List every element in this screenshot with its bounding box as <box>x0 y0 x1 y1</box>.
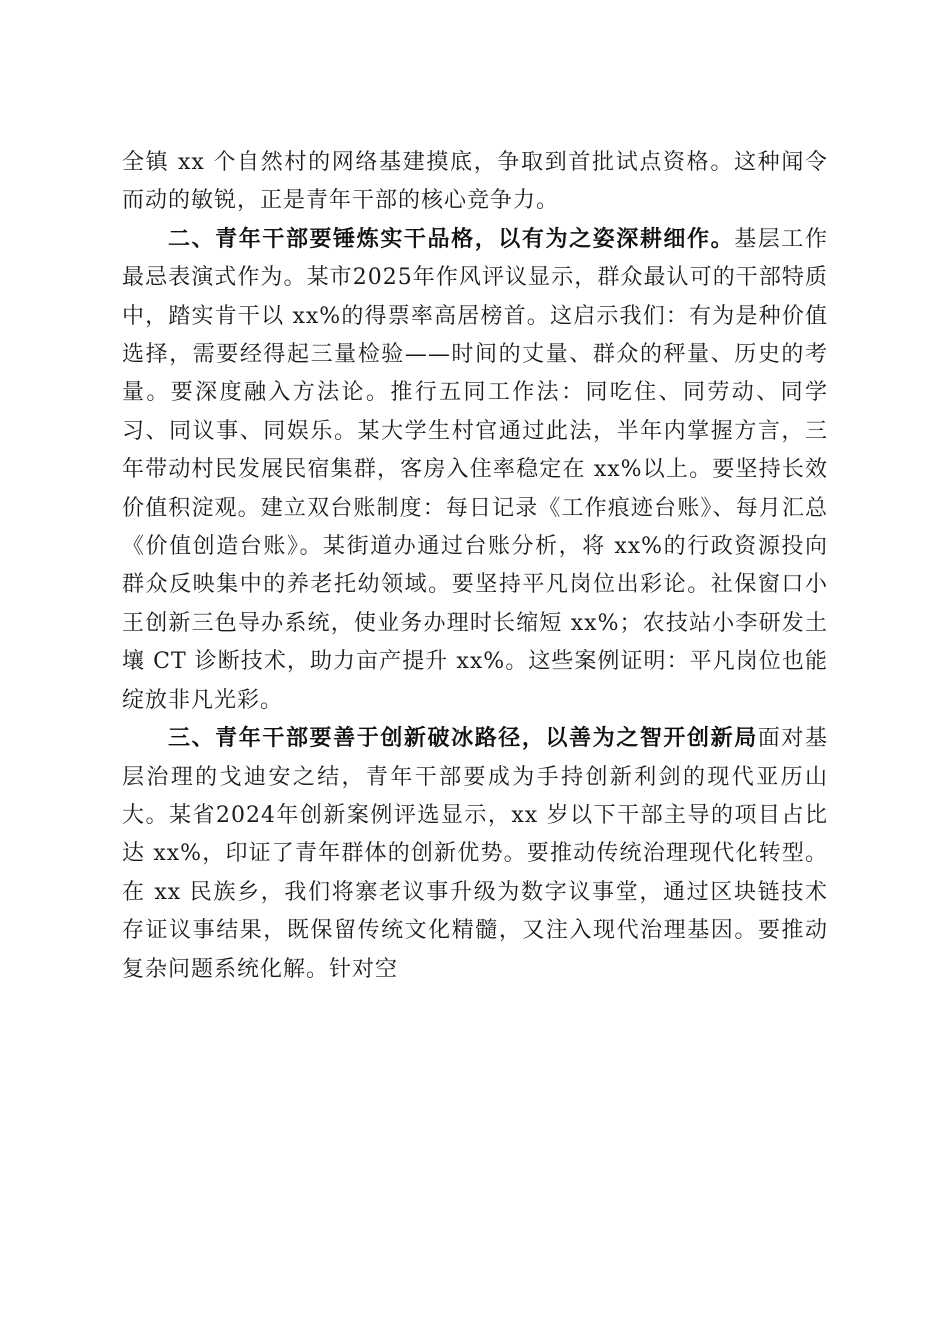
paragraph-continued <box>122 144 828 221</box>
paragraph-text: 全镇 xx 个自然村的网络基建摸底，争取到首批试点资格。这种闻令而动的敏锐，正是青年干部的核心竞争力。 <box>122 150 828 214</box>
document-body <box>122 144 828 989</box>
paragraph-text: 面对基层治理的戈迪安之结，青年干部要成为手持创新利剑的现代亚历山大。某省2024年创新案例评选显示，xx 岁以下干部主导的项目占比达 xx%，印证了青年群体的创新优势。要推动传统治理现代化转型。在 xx 民族乡，我们将寨老议事升级为数字议事堂，通过区块链技术存证议事结果，既保留传统文化精髓，又注入现代治理基因。要推动复杂问题系统化解。针对空 <box>122 726 828 982</box>
paragraph-text: 基层工作最忌表演式作为。某市2025年作风评议显示，群众最认可的干部特质中，踏实肯干以 xx%的得票率高居榜首。这启示我们：有为是种价值选择，需要经得起三量检验——时间的丈量、群众的秤量、历史的考量。要深度融入方法论。推行五同工作法：同吃住、同劳动、同学习、同议事、同娱乐。某大学生村官通过此法，半年内掌握方言，三年带动村民发展民宿集群，客房入住率稳定在 xx%以上。要坚持长效价值积淀观。建立双台账制度：每日记录《工作痕迹台账》、每月汇总《价值创造台账》。某街道办通过台账分析，将 xx%的行政资源投向群众反映集中的养老托幼领域。要坚持平凡岗位出彩论。社保窗口小王创新三色导办系统，使业务办理时长缩短 xx%；农技站小李研发土壤 CT 诊断技术，助力亩产提升 xx%。这些案例证明：平凡岗位也能绽放非凡光彩。 <box>122 226 828 713</box>
paragraph-section-three <box>122 720 828 989</box>
paragraph-section-two <box>122 221 828 720</box>
section-heading-two: 二、青年干部要锤炼实干品格，以有为之姿深耕细作。 <box>168 226 735 252</box>
section-heading-three: 三、青年干部要善于创新破冰路径，以善为之智开创新局 <box>168 726 758 752</box>
